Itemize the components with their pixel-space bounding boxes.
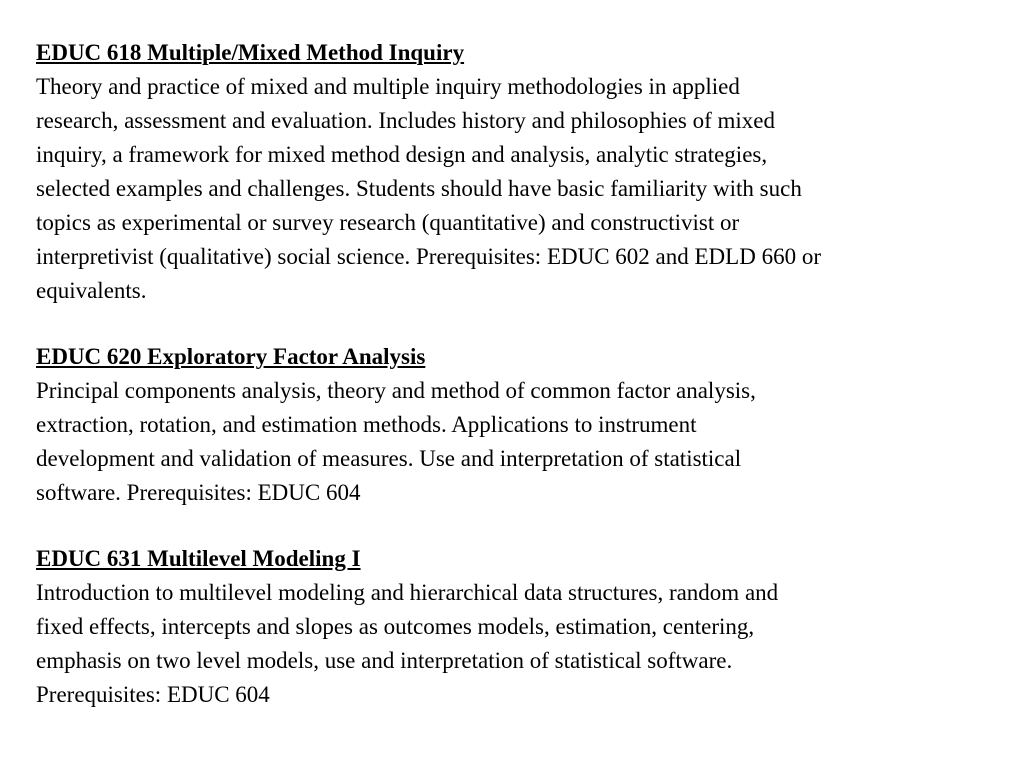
course-description: Introduction to multilevel modeling and hierarchical data structures, random and fixed effects, intercepts and slopes as outcomes models, estimation, centering, emphasis on two level models, use and interpretation of statistical software. Prerequisites: EDUC 604 xyxy=(36,580,779,707)
course-description: Principal components analysis, theory and method of common factor analysis, extraction, rotation, and estimation methods. Applications to instrument development and validation of measures. Use and interpretation of statistical software. Prerequisites: EDUC 604 xyxy=(36,378,756,505)
course-block-educ-618 xyxy=(36,36,986,308)
course-description: Theory and practice of mixed and multiple inquiry methodologies in applied research, assessment and evaluation. Includes history and philosophies of mixed inquiry, a framework for mixed method design and analysis, analytic strategies, selected examples and challenges. Students should have basic familiarity with such topics as experimental or survey research (quantitative) and constructivist or interpretivist (qualitative) social science. Prerequisites: EDUC 602 and EDLD 660 or equivalents. xyxy=(36,74,821,303)
course-title: EDUC 620 Exploratory Factor Analysis xyxy=(36,344,426,369)
course-block-educ-620 xyxy=(36,340,986,510)
course-title: EDUC 618 Multiple/Mixed Method Inquiry xyxy=(36,40,465,65)
course-title: EDUC 631 Multilevel Modeling I xyxy=(36,546,361,571)
course-list xyxy=(36,36,986,744)
course-block-educ-631 xyxy=(36,542,986,712)
